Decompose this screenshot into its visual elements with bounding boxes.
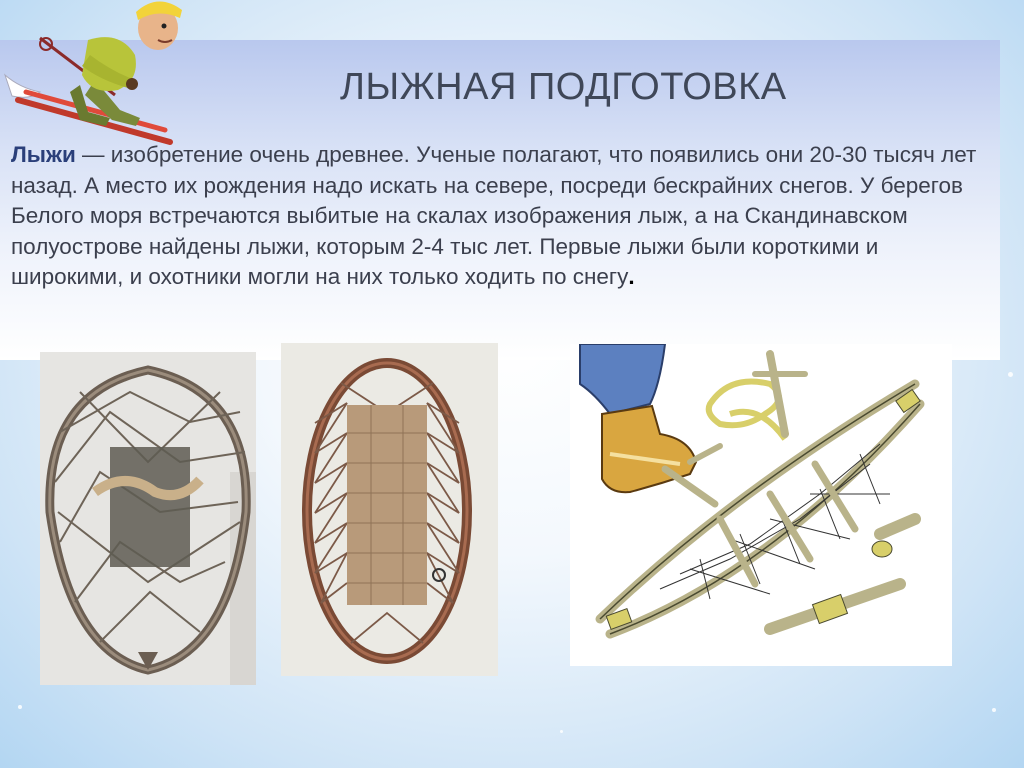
background-sparkle — [1008, 372, 1013, 377]
background-sparkle — [18, 705, 22, 709]
background-sparkle — [560, 730, 563, 733]
teardrop-snowshoe-photo — [40, 352, 256, 685]
skier-cartoon-icon — [0, 0, 190, 150]
oval-snowshoe-photo — [281, 343, 498, 676]
background-sparkle — [992, 708, 996, 712]
paragraph-end: . — [628, 264, 635, 289]
snowshoe-construction-drawing — [570, 344, 952, 666]
lead-word: Лыжи — [11, 142, 76, 167]
body-paragraph — [11, 140, 996, 293]
slide-title: ЛЫЖНАЯ ПОДГОТОВКА — [340, 66, 787, 108]
paragraph-body: — изобретение очень древнее. Ученые полагают, что появились они 20-30 тысяч лет назад. А место их рождения надо искать на севере, посреди бескрайних снегов. У берегов Белого моря встречаются выбитые на скалах изображения лыж, а на Скандинавском полуострове найдены лыжи, которым 2-4 тыс лет. Первые лыжи были короткими и широкими, и охотники могли на них только ходить по снегу — [11, 142, 977, 289]
